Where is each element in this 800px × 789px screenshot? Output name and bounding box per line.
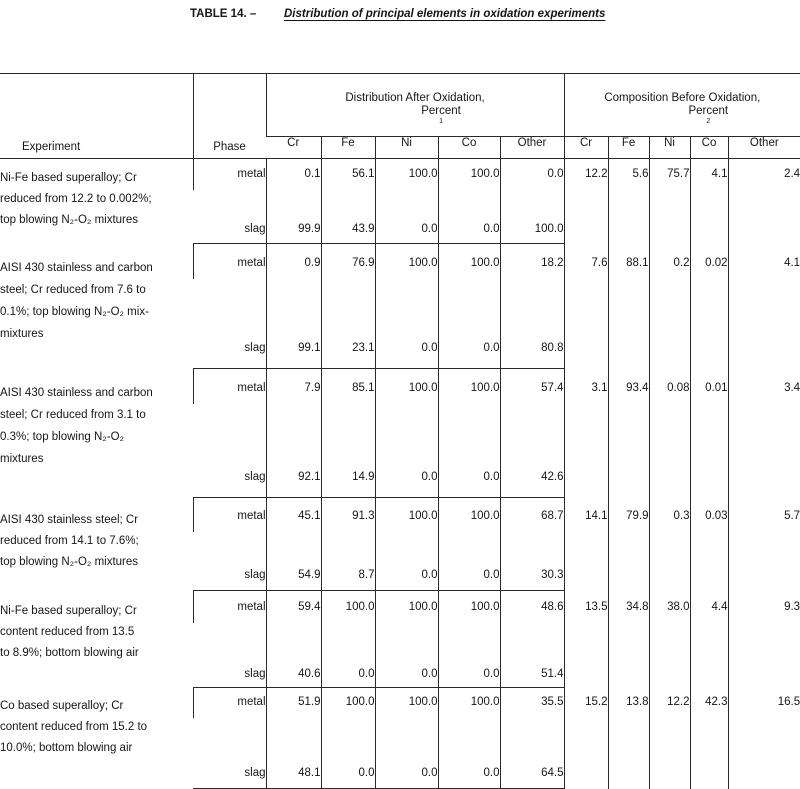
- header-dist-co: Co: [438, 137, 500, 159]
- composition-value: 75.7: [649, 159, 690, 244]
- distribution-slag-value: 0.0: [438, 623, 500, 688]
- distribution-slag-value: 0.0: [438, 404, 500, 498]
- composition-value: 0.01: [690, 369, 728, 498]
- distribution-metal-value: 100.0: [438, 591, 500, 624]
- footnote-marker-2: 2: [706, 118, 711, 125]
- composition-value: 14.1: [564, 498, 608, 591]
- distribution-slag-value: 8.7: [321, 532, 375, 591]
- distribution-slag-value: 80.8: [500, 279, 564, 369]
- distribution-metal-value: 57.4: [500, 369, 564, 405]
- distribution-slag-value: 30.3: [500, 532, 564, 591]
- experiment-line: steel; Cr reduced from 7.6 to: [0, 283, 146, 296]
- phase-metal: metal: [193, 498, 266, 533]
- experiment-line: mixtures: [0, 327, 44, 340]
- distribution-slag-value: 0.0: [438, 532, 500, 591]
- experiment-line: content reduced from 13.5: [0, 625, 135, 638]
- distribution-table: [0, 73, 800, 789]
- phase-slag: slag: [193, 190, 266, 244]
- distribution-metal-value: 35.5: [500, 688, 564, 719]
- experiment-line: reduced from 14.1 to 7.6%;: [0, 534, 139, 547]
- header-distribution-line2: Percent: [421, 105, 461, 117]
- composition-value: 38.0: [649, 591, 690, 688]
- composition-value: 93.4: [608, 369, 649, 498]
- header-composition-line2: Percent: [688, 105, 729, 117]
- distribution-slag-value: 99.9: [266, 190, 321, 244]
- composition-value: 5.6: [608, 159, 649, 244]
- composition-value: 42.3: [690, 688, 728, 789]
- experiment-line: to 8.9%; bottom blowing air: [0, 646, 139, 659]
- header-comp-fe: Fe: [608, 137, 649, 159]
- experiment-line: content reduced from 15.2 to: [0, 720, 148, 733]
- header-distribution-group: [266, 74, 564, 137]
- composition-value: 2.4: [728, 159, 800, 244]
- table-row-metal: [0, 591, 800, 624]
- phase-slag: slag: [193, 718, 266, 789]
- header-comp-co: Co: [690, 137, 728, 159]
- header-composition-line1: Composition Before Oxidation,: [604, 92, 761, 104]
- composition-value: 12.2: [564, 159, 608, 244]
- distribution-metal-value: 100.0: [438, 688, 500, 719]
- composition-value: 0.2: [649, 244, 690, 369]
- distribution-metal-value: 7.9: [266, 369, 321, 405]
- distribution-metal-value: 100.0: [375, 369, 438, 405]
- composition-value: 15.2: [564, 688, 608, 789]
- table-row-metal: [0, 159, 800, 191]
- table-number: TABLE 14. –: [190, 8, 257, 20]
- composition-value: 4.1: [690, 159, 728, 244]
- distribution-slag-value: 0.0: [438, 279, 500, 369]
- distribution-metal-value: 0.0: [500, 159, 564, 191]
- distribution-slag-value: 100.0: [500, 190, 564, 244]
- experiment-line: top blowing N₂-O₂ mixtures: [0, 555, 139, 568]
- distribution-slag-value: 0.0: [321, 623, 375, 688]
- experiment-line: Co based superalloy; Cr: [0, 699, 124, 712]
- distribution-metal-value: 51.9: [266, 688, 321, 719]
- header-dist-cr: Cr: [266, 137, 321, 159]
- composition-value: 16.5: [728, 688, 800, 789]
- header-composition-group: [564, 74, 800, 137]
- distribution-metal-value: 56.1: [321, 159, 375, 191]
- distribution-slag-value: 23.1: [321, 279, 375, 369]
- header-dist-ni: Ni: [375, 137, 438, 159]
- table-row-metal: [0, 498, 800, 533]
- experiment-description: [0, 369, 193, 498]
- experiment-description: [0, 244, 193, 369]
- composition-value: 5.7: [728, 498, 800, 591]
- table-row-metal: [0, 688, 800, 719]
- experiment-description: [0, 159, 193, 244]
- experiment-line: 0.1%; top blowing N₂-O₂ mix-: [0, 305, 149, 318]
- distribution-slag-value: 54.9: [266, 532, 321, 591]
- table-row-metal: [0, 244, 800, 280]
- distribution-metal-value: 85.1: [321, 369, 375, 405]
- header-experiment: Experiment: [0, 74, 193, 159]
- composition-value: 4.4: [690, 591, 728, 688]
- composition-value: 13.8: [608, 688, 649, 789]
- header-dist-fe: Fe: [321, 137, 375, 159]
- distribution-metal-value: 0.9: [266, 244, 321, 280]
- phase-metal: metal: [193, 244, 266, 280]
- distribution-slag-value: 0.0: [375, 279, 438, 369]
- experiment-description: [0, 591, 193, 688]
- distribution-metal-value: 100.0: [438, 498, 500, 533]
- composition-value: 4.1: [728, 244, 800, 369]
- distribution-slag-value: 48.1: [266, 718, 321, 789]
- composition-value: 88.1: [608, 244, 649, 369]
- distribution-slag-value: 0.0: [375, 623, 438, 688]
- distribution-metal-value: 100.0: [438, 244, 500, 280]
- composition-value: 34.8: [608, 591, 649, 688]
- composition-value: 0.03: [690, 498, 728, 591]
- experiment-line: AISI 430 stainless and carbon: [0, 261, 153, 274]
- footnote-marker-1: 1: [439, 118, 443, 125]
- header-distribution-line1: Distribution After Oxidation,: [345, 92, 485, 104]
- composition-value: 3.4: [728, 369, 800, 498]
- distribution-slag-value: 14.9: [321, 404, 375, 498]
- composition-value: 0.02: [690, 244, 728, 369]
- distribution-metal-value: 68.7: [500, 498, 564, 533]
- phase-metal: metal: [193, 688, 266, 719]
- experiment-line: mixtures: [0, 452, 44, 465]
- distribution-metal-value: 100.0: [321, 591, 375, 624]
- composition-value: 7.6: [564, 244, 608, 369]
- experiment-line: steel; Cr reduced from 3.1 to: [0, 408, 146, 421]
- distribution-metal-value: 100.0: [438, 369, 500, 405]
- distribution-slag-value: 51.4: [500, 623, 564, 688]
- phase-slag: slag: [193, 279, 266, 369]
- experiment-line: 10.0%; bottom blowing air: [0, 741, 133, 754]
- phase-slag: slag: [193, 532, 266, 591]
- experiment-line: top blowing N₂-O₂ mixtures: [0, 214, 139, 226]
- distribution-slag-value: 0.0: [375, 190, 438, 244]
- distribution-slag-value: 42.6: [500, 404, 564, 498]
- composition-value: 9.3: [728, 591, 800, 688]
- phase-slag: slag: [193, 623, 266, 688]
- distribution-metal-value: 100.0: [375, 591, 438, 624]
- distribution-slag-value: 43.9: [321, 190, 375, 244]
- distribution-slag-value: 92.1: [266, 404, 321, 498]
- distribution-slag-value: 99.1: [266, 279, 321, 369]
- experiment-line: 0.3%; top blowing N₂-O₂: [0, 430, 124, 443]
- distribution-metal-value: 100.0: [375, 688, 438, 719]
- distribution-metal-value: 100.0: [438, 159, 500, 191]
- composition-value: 12.2: [649, 688, 690, 789]
- experiment-line: AISI 430 stainless and carbon: [0, 386, 153, 399]
- distribution-metal-value: 48.6: [500, 591, 564, 624]
- distribution-slag-value: 0.0: [375, 404, 438, 498]
- distribution-slag-value: 40.6: [266, 623, 321, 688]
- distribution-slag-value: 0.0: [375, 718, 438, 789]
- header-comp-ni: Ni: [649, 137, 690, 159]
- experiment-line: AISI 430 stainless steel; Cr: [0, 513, 139, 526]
- distribution-slag-value: 0.0: [321, 718, 375, 789]
- distribution-metal-value: 91.3: [321, 498, 375, 533]
- distribution-metal-value: 100.0: [375, 244, 438, 280]
- header-phase: Phase: [193, 74, 266, 159]
- phase-metal: metal: [193, 591, 266, 624]
- distribution-metal-value: 100.0: [321, 688, 375, 719]
- phase-metal: metal: [193, 369, 266, 405]
- composition-value: 3.1: [564, 369, 608, 498]
- experiment-line: reduced from 12.2 to 0.002%;: [0, 193, 152, 205]
- distribution-metal-value: 18.2: [500, 244, 564, 280]
- distribution-metal-value: 45.1: [266, 498, 321, 533]
- header-comp-cr: Cr: [564, 137, 608, 159]
- table-row-metal: [0, 369, 800, 405]
- distribution-metal-value: 100.0: [375, 159, 438, 191]
- header-comp-other: Other: [728, 137, 800, 159]
- experiment-line: Ni-Fe based superalloy; Cr: [0, 604, 137, 617]
- composition-value: 0.08: [649, 369, 690, 498]
- experiment-description: [0, 498, 193, 591]
- composition-value: 0.3: [649, 498, 690, 591]
- experiment-description: [0, 688, 193, 789]
- distribution-metal-value: 76.9: [321, 244, 375, 280]
- distribution-slag-value: 0.0: [375, 532, 438, 591]
- composition-value: 13.5: [564, 591, 608, 688]
- distribution-metal-value: 0.1: [266, 159, 321, 191]
- distribution-metal-value: 59.4: [266, 591, 321, 624]
- experiment-line: Ni-Fe based superalloy; Cr: [0, 172, 137, 184]
- distribution-slag-value: 0.0: [438, 190, 500, 244]
- table-caption: Distribution of principal elements in oxidation experiments: [284, 8, 606, 20]
- phase-slag: slag: [193, 404, 266, 498]
- distribution-slag-value: 64.5: [500, 718, 564, 789]
- header-dist-other: Other: [500, 137, 564, 159]
- distribution-slag-value: 0.0: [438, 718, 500, 789]
- distribution-metal-value: 100.0: [375, 498, 438, 533]
- composition-value: 79.9: [608, 498, 649, 591]
- phase-metal: metal: [193, 159, 266, 191]
